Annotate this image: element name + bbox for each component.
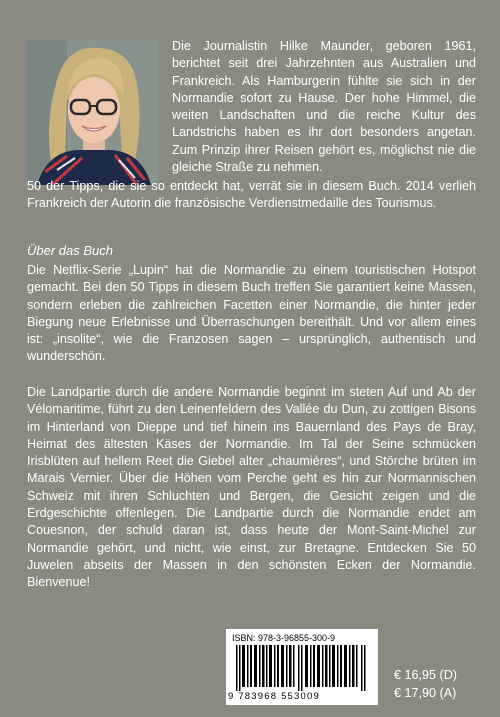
- author-portrait-illustration: [27, 40, 158, 185]
- about-paragraph-2-text: Die Landpartie durch die andere Normandie beginnt im steten Auf und Ab der Vélomaritime, führt zu den Leinenfeldern des Vallée du Dun, zu zottigen Bisons im Hinterland von Dieppe und tief hinein ins Bauernland des Pays de Bray, Heimat des ältesten Käses der Normandie. Im Tal der Seine schmücken Irisblüten auf hellem Reet die Giebel alter „chaumières“, und Störche brüten im Marais Vernier. Über die Höhen vom Perche geht es hin zur Normannischen Schweiz mit ihren Schluchten und Bergen, die Gesicht zeigen und die Erdgeschichte offenlegen. Die Landpartie durch die Normandie endet am Couesnon, der schuld daran ist, dass heute der Mont-Saint-Michel zur Normandie gehört, und nicht, wie einst, zur Bretagne. Entdecken Sie 50 Juwelen abseits der Massen in den schönsten Ecken der Normandie. Bienvenue!: [27, 385, 476, 590]
- price-germany: € 16,95 (D): [394, 668, 457, 682]
- price-austria: € 17,90 (A): [394, 686, 457, 700]
- author-bio-bottom-text: 50 der Tipps, die sie so entdeckt hat, verrät sie in diesem Buch. 2014 verlieh Frankreich der Autorin die französische Verdienstmedaille des Tourismus.: [27, 179, 476, 211]
- about-heading: Über das Buch: [27, 243, 113, 258]
- price-block: [394, 666, 457, 702]
- author-bio-bottom: [27, 178, 476, 213]
- about-paragraph-1: [27, 262, 476, 366]
- barcode-icon: [236, 645, 368, 691]
- isbn-label: ISBN: 978-3-96855-300-9: [232, 633, 336, 643]
- author-photo: [27, 40, 158, 185]
- barcode-digits: 9 783968 553009: [228, 691, 320, 702]
- author-bio-top-text: Die Journalistin Hilke Maunder, geboren 1961, berichtet seit drei Jahrzehnten aus Australien und Frankreich. Als Hamburgerin fühlte sie sich in der Normandie sofort zu Hause. Der hohe Himmel, die weiten Landschaften und die reiche Kultur des Landstrichs haben es ihr dort besonders angetan. Zum Prinzip ihrer Reisen gehört es, möglichst nie die gleiche Straße zu nehmen.: [172, 39, 476, 175]
- author-bio-top: [172, 38, 476, 176]
- about-paragraph-1-text: Die Netflix-Serie „Lupin“ hat die Normandie zu einem touristischen Hotspot gemacht. Bei den 50 Tipps in diesem Buch treffen Sie garantiert keine Massen, sondern erleben die zahlreichen Facetten einer Normandie, die hinter jeder Biegung neue Erlebnisse und Überraschungen bereithält. Und vor allem eines ist: „insolite“, wie die Franzosen sagen – ursprünglich, authentisch und wunderschön.: [27, 263, 476, 364]
- about-paragraph-2: [27, 384, 476, 592]
- barcode-box: [226, 629, 378, 705]
